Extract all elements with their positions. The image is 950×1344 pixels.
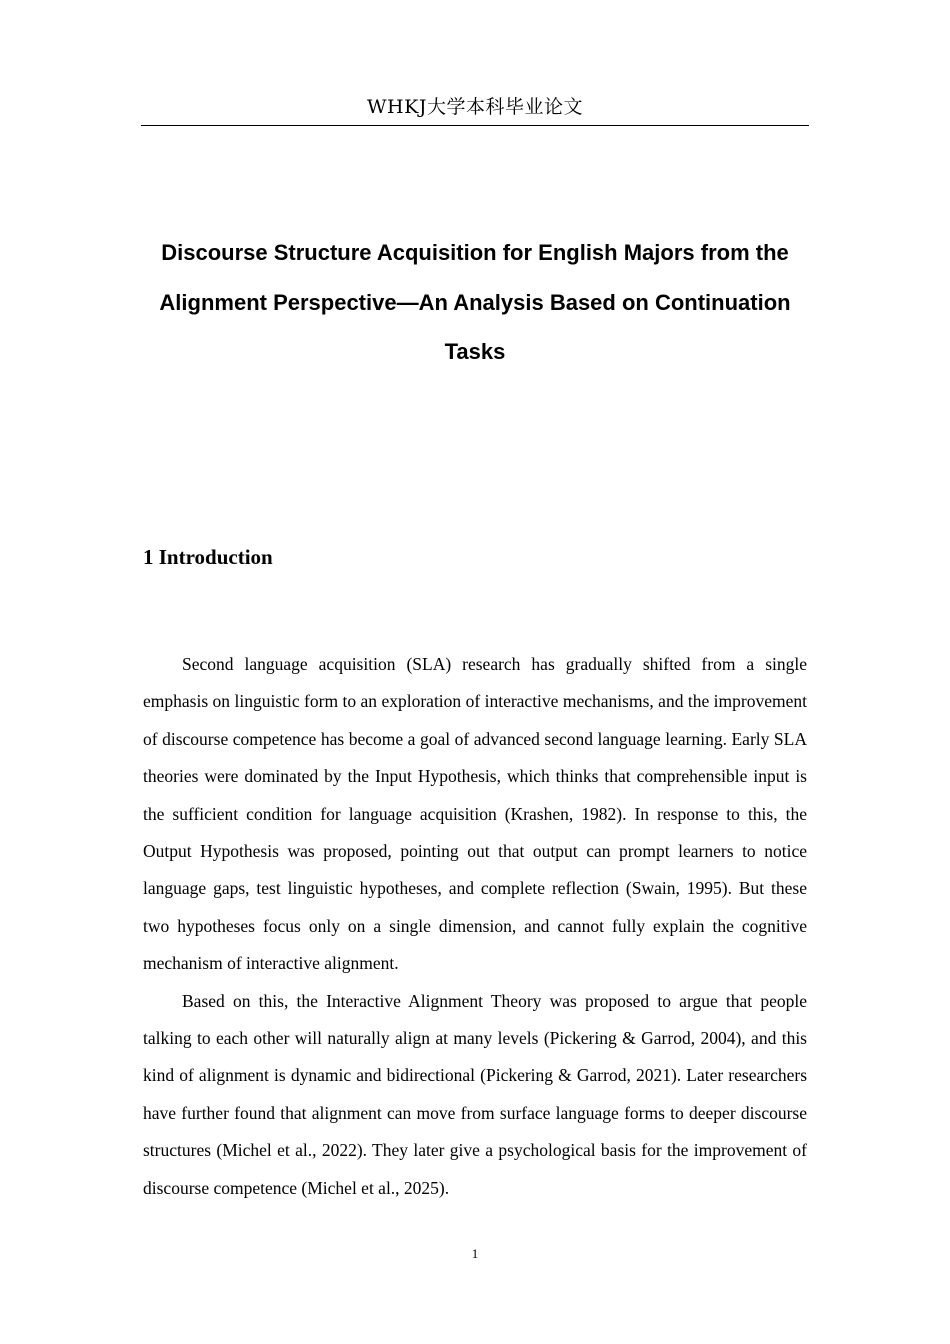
running-header: WHKJ大学本科毕业论文 [141, 92, 809, 126]
section-heading: 1 Introduction [143, 545, 273, 569]
page-number: 1 [471, 1246, 479, 1261]
paper-title: Discourse Structure Acquisition for English Majors from the Alignment Perspective—An Analysis Based on Continuation Tasks [159, 240, 791, 364]
section-body [143, 646, 807, 1207]
paragraph: Based on this, the Interactive Alignment Theory was proposed to argue that people talking to each other will naturally align at many levels (Pickering & Garrod, 2004), and this kind of alignment is dynamic and bidirectional (Pickering & Garrod, 2021). Later researchers have further found that alignment can move from surface language forms to deeper discourse structures (Michel et al., 2022). They later give a psychological basis for the improvement of discourse competence (Michel et al., 2025). [143, 990, 807, 1198]
paragraph: Second language acquisition (SLA) research has gradually shifted from a single emphasis on linguistic form to an exploration of interactive mechanisms, and the improvement of discourse competence has become a goal of advanced second language learning. Early SLA theories were dominated by the Input Hypothesis, which thinks that comprehensible input is the sufficient condition for language acquisition (Krashen, 1982). In response to this, the Output Hypothesis was proposed, pointing out that output can prompt learners to notice language gaps, test linguistic hypotheses, and complete reflection (Swain, 1995). But these two hypotheses focus only on a single dimension, and cannot fully explain the cognitive mechanism of interactive alignment. [143, 654, 807, 974]
